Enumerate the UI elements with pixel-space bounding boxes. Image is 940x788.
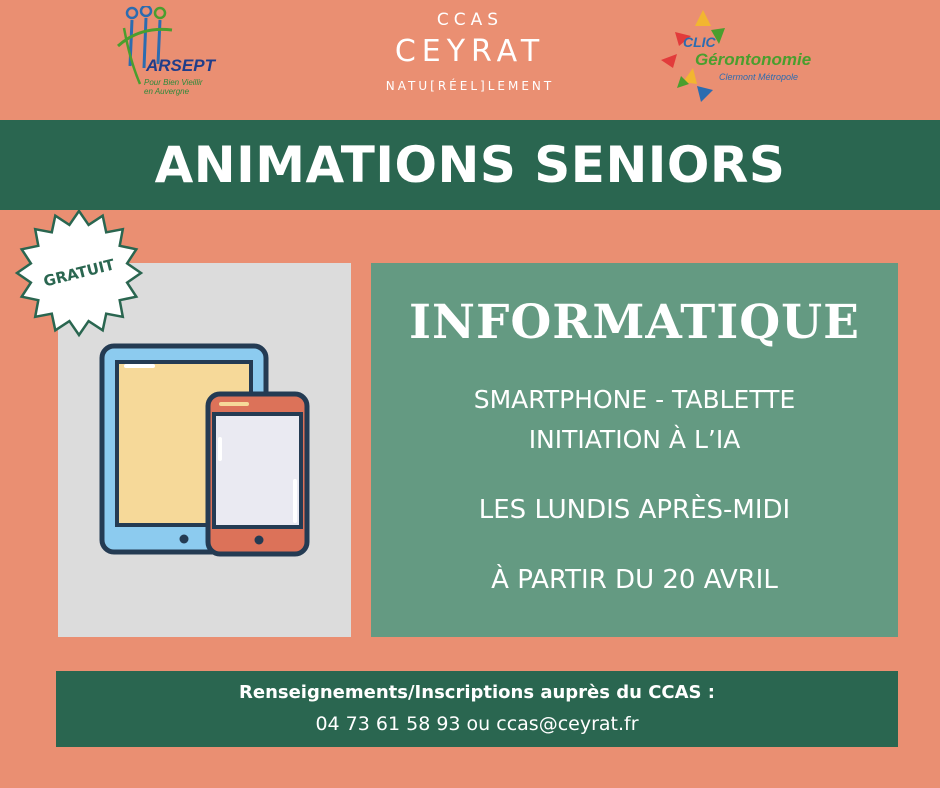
free-badge (14, 208, 144, 338)
arsept-tagline-1: Pour Bien Vieillir (144, 78, 203, 87)
contact-details: 04 73 61 58 93 ou ccas@ceyrat.fr (315, 713, 639, 735)
info-line-topics: SMARTPHONE - TABLETTE (473, 385, 796, 414)
arsept-name: ARSEPT (146, 56, 215, 75)
page-title: ANIMATIONS SENIORS (154, 136, 786, 194)
info-line-schedule: LES LUNDIS APRÈS-MIDI (478, 495, 791, 525)
info-line-ai: INITIATION À L’IA (528, 425, 741, 454)
clic-name: Gérontonomie (695, 50, 812, 69)
ceyrat-name: CEYRAT (394, 34, 546, 69)
clic-title: CLIC (683, 34, 716, 50)
title-banner (0, 120, 940, 210)
contact-heading: Renseignements/Inscriptions auprès du CCAS : (239, 682, 715, 703)
ceyrat-logo (360, 8, 580, 108)
info-heading: INFORMATIQUE (409, 295, 860, 350)
ceyrat-ccas-label: CCAS (436, 10, 504, 30)
clic-subtitle: Clermont Métropole (719, 72, 799, 82)
free-badge-label: GRATUIT (41, 255, 117, 291)
contact-banner (56, 671, 898, 747)
arsept-logo (110, 6, 240, 106)
arsept-tagline-2: en Auvergne (144, 87, 190, 96)
info-line-start-date: À PARTIR DU 20 AVRIL (491, 565, 778, 595)
ceyrat-tagline: NATU[RÉEL]LEMENT (385, 79, 555, 93)
clic-logo (655, 6, 845, 106)
info-panel (371, 263, 898, 637)
